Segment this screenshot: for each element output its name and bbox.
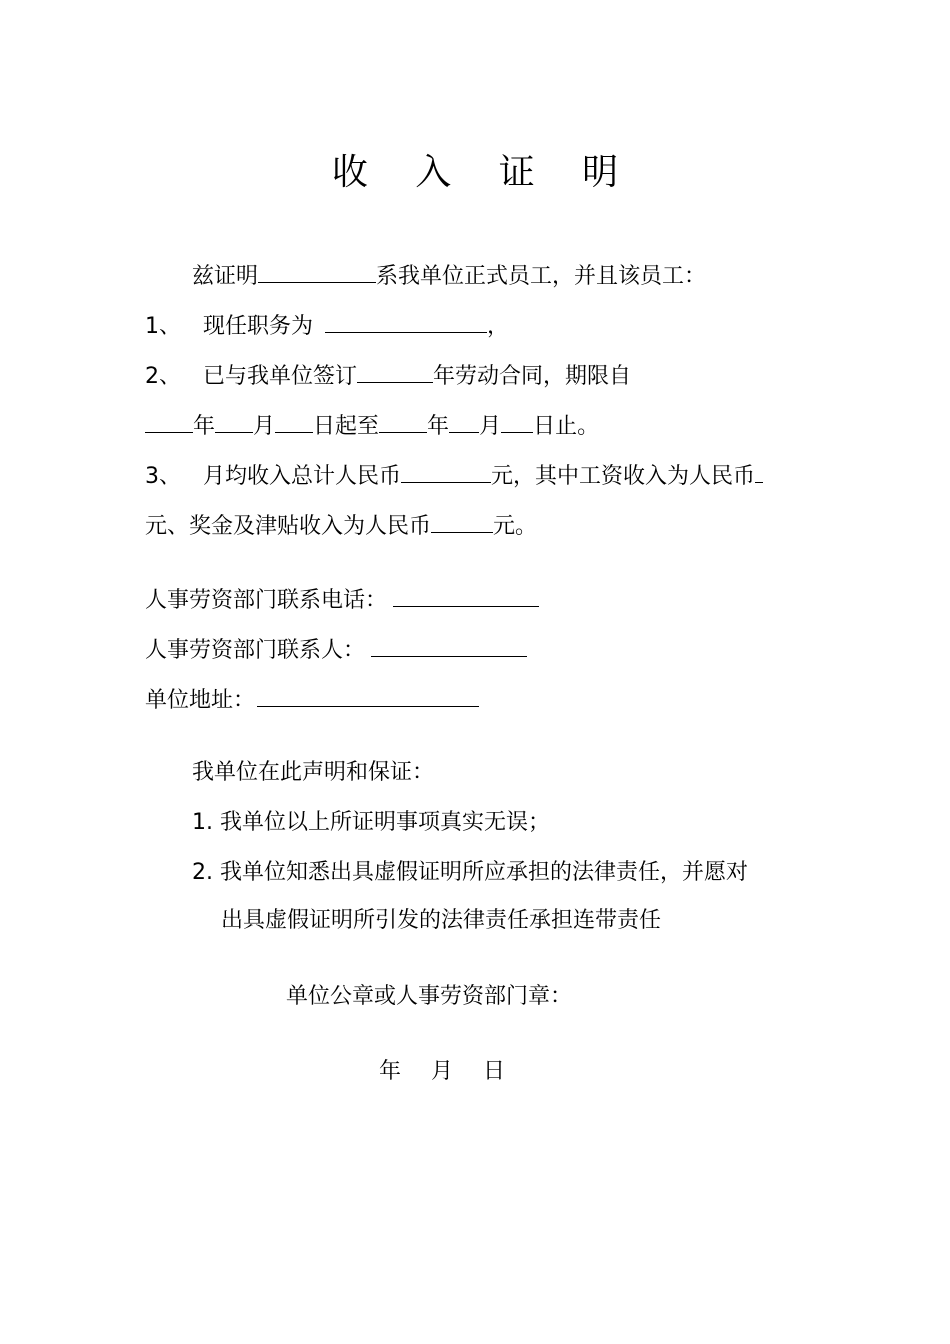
position-blank (325, 310, 487, 333)
start-month-label: 月 (253, 414, 276, 439)
salary-income-blank (755, 460, 763, 483)
contract-date-range (145, 410, 599, 442)
date-month-label: 月 (431, 1059, 454, 1084)
item-3-line (145, 460, 763, 492)
declaration-point-2-continued: 出具虚假证明所引发的法律责任承担连带责任 (221, 908, 662, 933)
end-day-blank (501, 410, 533, 433)
item-3-continued (145, 510, 537, 542)
date-year-label: 年 (379, 1059, 402, 1084)
item-1-number: 1、 (145, 314, 181, 339)
date-day-label: 日 (483, 1059, 506, 1084)
item-2-line (145, 360, 631, 392)
item-2-suffix: 年劳动合同，期限自 (433, 364, 632, 389)
declaration-heading: 我单位在此声明和保证： (192, 760, 435, 785)
intro-line (192, 260, 706, 292)
item-1-line (145, 310, 509, 342)
hr-contact-blank (371, 634, 527, 657)
bonus-suffix: 元。 (493, 514, 538, 539)
employee-name-blank (258, 260, 376, 283)
item-3-number: 3、 (145, 464, 181, 489)
signing-date (379, 1057, 505, 1087)
address-blank (257, 684, 479, 707)
hr-phone-blank (393, 584, 539, 607)
seal-label: 单位公章或人事劳资部门章： (286, 984, 573, 1009)
start-year-label: 年 (193, 414, 216, 439)
start-day-blank (275, 410, 313, 433)
address-label: 单位地址： (145, 688, 256, 713)
bonus-prefix: 元、奖金及津贴收入为人民币 (145, 514, 432, 539)
document-title: 收 入 证 明 (331, 152, 637, 193)
item-2-prefix: 已与我单位签订 (203, 364, 358, 389)
intro-prefix: 兹证明 (192, 264, 259, 289)
hr-phone-label: 人事劳资部门联系电话： (145, 588, 388, 613)
hr-contact-label: 人事劳资部门联系人： (145, 638, 366, 663)
declaration-point-1: 1. 我单位以上所证明事项真实无误； (192, 810, 550, 835)
end-month-label: 月 (479, 414, 502, 439)
declaration-point-2: 2. 我单位知悉出具虚假证明所应承担的法律责任，并愿对 (192, 860, 748, 885)
item-3-suffix: 元，其中工资收入为人民币 (491, 464, 756, 489)
start-day-label: 日起至 (313, 414, 380, 439)
start-year-blank (145, 410, 193, 433)
end-day-label: 日止。 (533, 414, 600, 439)
item-2-number: 2、 (145, 364, 181, 389)
item-1-suffix: ， (487, 314, 510, 339)
total-income-blank (401, 460, 491, 483)
end-year-label: 年 (427, 414, 450, 439)
contract-years-blank (357, 360, 433, 383)
start-month-blank (215, 410, 253, 433)
hr-contact-line (145, 634, 527, 666)
end-year-blank (379, 410, 427, 433)
hr-phone-line (145, 584, 539, 616)
intro-suffix: 系我单位正式员工，并且该员工： (376, 264, 707, 289)
bonus-income-blank (431, 510, 493, 533)
item-1-prefix: 现任职务为 (203, 314, 314, 339)
address-line (145, 684, 479, 716)
item-3-prefix: 月均收入总计人民币 (203, 464, 402, 489)
end-month-blank (449, 410, 479, 433)
